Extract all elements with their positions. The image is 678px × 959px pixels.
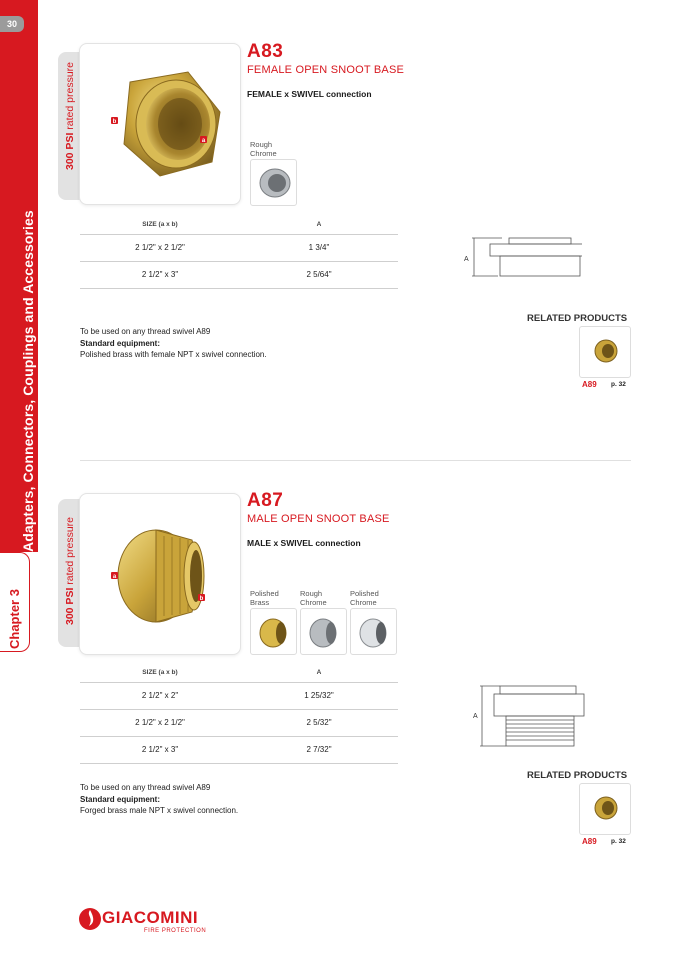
logo-tagline: FIRE PROTECTION [144, 928, 207, 934]
table-row: 2 1/2" x 2" 1 25/32" [80, 682, 398, 709]
table-row: 2 1/2" x 3" 2 5/64" [80, 261, 398, 288]
page-number: 30 [0, 16, 24, 32]
dimension-label: A [464, 256, 469, 263]
connection-type: FEMALE x SWIVEL connection [247, 89, 372, 99]
product-code: A83 [247, 41, 284, 62]
callout-b: b [199, 596, 204, 602]
callout-a: a [201, 138, 206, 144]
dimension-drawing [470, 684, 590, 750]
section-divider [80, 460, 631, 461]
size-table: SIZE (a x b) A 2 1/2" x 2 1/2" 1 3/4" 2 1/2" x 3" 2 5/64" [80, 216, 398, 289]
product-image-card [79, 43, 241, 205]
flame-logo-icon [78, 905, 102, 931]
related-product-card[interactable] [579, 326, 631, 378]
chapter-tab-label: Chapter 3 [7, 589, 22, 649]
pressure-rating: 300 PSI rated pressure [64, 517, 76, 625]
callout-a: a [112, 574, 117, 580]
connection-type: MALE x SWIVEL connection [247, 538, 361, 548]
finish-option-polished-brass[interactable]: Polished Brass [250, 590, 297, 655]
polished-chrome-swatch-icon [351, 609, 398, 656]
dimension-label: A [473, 713, 478, 720]
finish-swatch [250, 608, 297, 655]
related-product-code[interactable]: A89 [582, 837, 597, 846]
swivel-a89-icon [580, 327, 632, 379]
related-product-card[interactable] [579, 783, 631, 835]
rough-chrome-swatch-icon [251, 160, 298, 207]
finish-option-polished-chrome[interactable]: Polished Chrome [350, 590, 397, 655]
related-product-code[interactable]: A89 [582, 380, 597, 389]
callout-b: b [112, 119, 117, 125]
table-row: 2 1/2" x 2 1/2" 2 5/32" [80, 709, 398, 736]
related-product-page: p. 32 [611, 838, 626, 845]
table-row: 2 1/2" x 3" 2 7/32" [80, 736, 398, 763]
product-subtitle: FEMALE OPEN SNOOT BASE [247, 64, 405, 76]
pressure-rating: 300 PSI rated pressure [64, 62, 76, 170]
finish-swatch [300, 608, 347, 655]
male-snoot-base-image [80, 494, 242, 656]
finish-swatch [350, 608, 397, 655]
related-product-page: p. 32 [611, 381, 626, 388]
product-notes: To be used on any thread swivel A89 Standard equipment: Polished brass with female NPT x swivel connection. [80, 327, 267, 359]
related-products-title: RELATED PRODUCTS [527, 313, 628, 324]
finish-swatch [250, 159, 297, 206]
chapter-tab[interactable] [0, 552, 30, 652]
female-snoot-base-image [80, 44, 242, 206]
finish-option-rough-chrome[interactable]: Rough Chrome [300, 590, 347, 655]
logo-word: GIACOMINI [102, 908, 199, 927]
polished-brass-swatch-icon [251, 609, 298, 656]
product-subtitle: MALE OPEN SNOOT BASE [247, 513, 390, 525]
table-row: 2 1/2" x 2 1/2" 1 3/4" [80, 234, 398, 261]
rough-chrome-swatch-icon [301, 609, 348, 656]
dimension-drawing [462, 234, 582, 280]
product-code: A87 [247, 490, 284, 511]
product-notes: To be used on any thread swivel A89 Standard equipment: Forged brass male NPT x swivel connection. [80, 783, 239, 815]
chapter-title: Adapters, Connectors, Couplings and Accessories [20, 210, 36, 552]
finish-option-rough-chrome[interactable]: Rough Chrome [250, 141, 297, 206]
related-products-title: RELATED PRODUCTS [527, 770, 628, 781]
size-table: SIZE (a x b) A 2 1/2" x 2" 1 25/32" 2 1/2" x 2 1/2" 2 5/32" 2 1/2" x 3" 2 7/32" [80, 664, 398, 764]
swivel-a89-icon [580, 784, 632, 836]
product-image-card [79, 493, 241, 655]
